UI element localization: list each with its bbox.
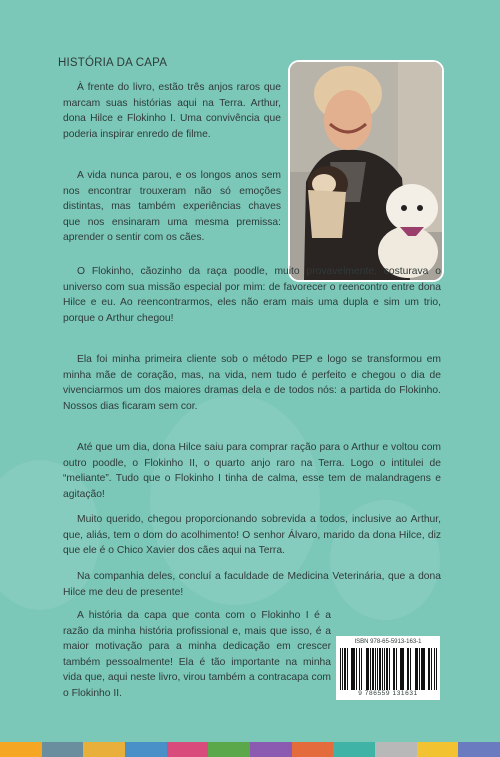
- paragraph: A vida nunca parou, e os longos anos sem nos encontrar trouxeram não só emoções distintas, mas também experiências chaves que nos ensinaram uma mesma premissa: aprender o sentir com os cães.: [63, 170, 281, 243]
- paragraph: Na companhia deles, concluí a faculdade de Medicina Veterinária, que a dona Hilce me deu de presente!: [63, 571, 441, 598]
- stripe-segment: [375, 742, 417, 757]
- stripe-segment: [333, 742, 375, 757]
- stripe-segment: [208, 742, 250, 757]
- paragraph: Até que um dia, dona Hilce saiu para comprar ração para o Arthur e voltou com outro poodle, o Flokinho II, o quarto anjo raro na Terra. Logo o intitulei de “meliante”. Tudo que o Flokinho I tinha de calma, esse tem de malandragens e agitação!: [63, 442, 441, 500]
- stripe-segment: [0, 742, 42, 757]
- barcode-bar: [436, 648, 437, 690]
- stripe-segment: [250, 742, 292, 757]
- stripe-segment: [83, 742, 125, 757]
- paragraph: Muito querido, chegou proporcionando sobrevida a todos, inclusive ao Arthur, que, aliás, tem o dom do acolhimento! O senhor Álvaro, marido da dona Hilce, diz que ele é o Chico Xavier dos cães aqui na Terra.: [63, 514, 441, 556]
- page-title: HISTÓRIA DA CAPA: [58, 57, 168, 69]
- cover-photo: [290, 62, 442, 280]
- stripe-segment: [42, 742, 84, 757]
- isbn-digits: 9 786559 131631: [358, 690, 418, 697]
- barcode-bars: [339, 648, 437, 690]
- paragraph: Ela foi minha primeira cliente sob o método PEP e logo se transformou em minha mãe de coração, mas, na vida, nem tudo é perfeito e chegou o dia de vivenciarmos um dos maiores dramas dela e de todos nós: a partida do Flokinho. Nossos dias ficaram sem cor.: [63, 354, 441, 412]
- stripe-segment: [417, 742, 459, 757]
- paragraph-text: A história da capa que conta com o Flokinho I é a razão da minha história profissional e, mais que isso, é a maior motivação para a minha dedicação em crescer também pessoalmente! Ela é tão importante na minha vida que, aqui neste livro, virou também a contracapa com o Flokinho II.: [63, 610, 331, 699]
- stripe-segment: [167, 742, 209, 757]
- stripe-segment: [458, 742, 500, 757]
- stripe-segment: [292, 742, 334, 757]
- paragraph: O Flokinho, cãozinho da raça poodle, muito provavelmente, costurava o universo com sua missão especial por mim: de favorecer o reencontro entre dona Hilce e eu. Ao reencontrarmos, eles não eram mais uma dupla e sim um trio, porque o Arthur chegou!: [63, 266, 441, 324]
- isbn-label: ISBN 978-65-5913-163-1: [354, 639, 422, 645]
- paragraph: À frente do livro, estão três anjos raros que marcam suas histórias aqui na Terra. Arthur, dona Hilce e Flokinho I. Uma convivência que poderia inspirar enredo de filme.: [63, 82, 281, 140]
- cover-photo-illustration: [290, 62, 442, 280]
- color-stripe: [0, 742, 500, 757]
- isbn-barcode: [336, 636, 440, 700]
- stripe-segment: [125, 742, 167, 757]
